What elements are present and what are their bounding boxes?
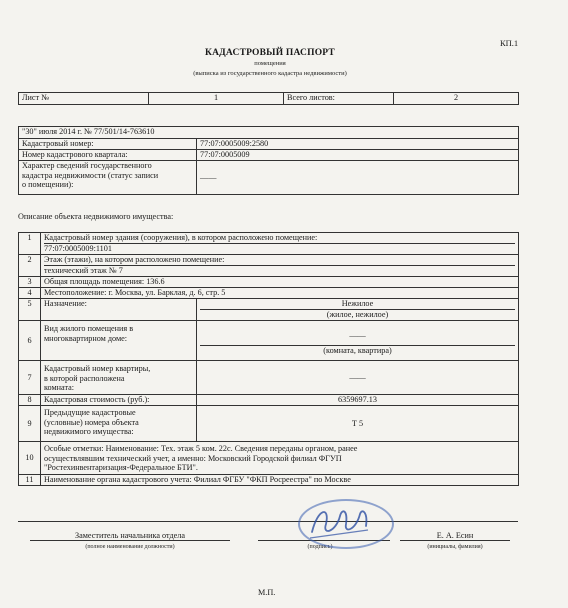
floor-info	[41, 255, 519, 277]
row-value: ——	[200, 321, 515, 346]
row-label: Этаж (этажи), на котором расположено помещение:	[44, 255, 515, 266]
registration-authority: Наименование органа кадастрового учета: Филиал ФГБУ "ФКП Росреестра" по Москве	[41, 475, 519, 486]
row-number: 6	[19, 321, 41, 361]
row-value: Нежилое	[200, 299, 515, 310]
notes-line: "Ростехинвентаризация-Федеральное БТИ".	[44, 463, 198, 473]
notes-line: Особые отметки: Наименование: Тех. этаж 5 ком. 22с. Сведения переданы органом, ранее	[44, 444, 358, 453]
name-hint: (инициалы, фамилия)	[427, 544, 483, 550]
record-status-label-line: кадастра недвижимости (статус записи	[22, 170, 159, 180]
row-number: 10	[19, 442, 41, 475]
signature-top-rule	[18, 521, 518, 522]
location: Местоположение: г. Москва, ул. Барклая, д. 6, стр. 5	[41, 288, 519, 299]
document-title: КАДАСТРОВЫЙ ПАСПОРТ	[205, 48, 335, 58]
special-notes	[41, 442, 519, 475]
previous-numbers-value: Т 5	[197, 406, 519, 442]
row-number: 2	[19, 255, 41, 277]
description-heading: Описание объекта недвижимого имущества:	[18, 212, 174, 221]
purpose-value	[197, 299, 519, 321]
row-label: (условные) номера объекта	[44, 417, 139, 427]
row-hint: (комната, квартира)	[323, 346, 392, 355]
form-code: КП.1	[500, 38, 519, 48]
row-label: Кадастровый номер квартиры,	[44, 364, 151, 373]
total-area: Общая площадь помещения: 136.6	[41, 277, 519, 288]
total-sheets-value: 2	[394, 93, 519, 105]
info-table	[18, 126, 519, 195]
row-number: 11	[19, 475, 41, 486]
record-status-label	[19, 161, 197, 195]
date-line: "30" июля 2014 г. № 77/501/14-763610	[19, 127, 519, 139]
record-status-dash: ——	[200, 172, 217, 182]
signature-hint: (подпись)	[307, 544, 333, 550]
row-label: в которой расположена	[44, 373, 125, 383]
row-label: комната:	[44, 383, 75, 393]
sheet-label: Лист №	[19, 93, 149, 105]
seal-place-label: М.П.	[258, 588, 276, 597]
row-label: Предыдущие кадастровые	[44, 408, 136, 417]
row-hint: (жилое, нежилое)	[326, 309, 389, 319]
total-sheets-label: Всего листов:	[284, 93, 394, 105]
description-table	[18, 232, 519, 486]
notes-line: осуществлявшим технический учет, а именно: Московский Городской филиал ФГУП	[44, 453, 342, 463]
cadastral-value-label: Кадастровая стоимость (руб.):	[41, 395, 197, 406]
document-subtitle-extract: (выписка из государственного кадастра недвижимости)	[193, 70, 347, 77]
cadastral-number-label: Кадастровый номер:	[19, 139, 197, 150]
signatory-position: Заместитель начальника отдела	[30, 531, 230, 541]
row-value: технический этаж № 7	[44, 265, 123, 275]
record-status-value	[197, 161, 519, 195]
previous-numbers-label	[41, 406, 197, 442]
row-number: 7	[19, 361, 41, 395]
quarter-number-label: Номер кадастрового квартала:	[19, 150, 197, 161]
purpose-label: Назначение:	[41, 299, 197, 321]
document-subtitle: помещения	[254, 60, 286, 67]
sheet-value: 1	[149, 93, 284, 105]
row-label: Кадастровый номер здания (сооружения), в котором расположено помещение:	[44, 233, 515, 244]
apartment-number-value: ——	[197, 361, 519, 395]
cadastral-value-amount: 6359697.13	[197, 395, 519, 406]
row-number: 3	[19, 277, 41, 288]
residential-type-value	[197, 321, 519, 361]
building-cadastral-number	[41, 233, 519, 255]
sheet-table	[18, 92, 519, 105]
record-status-label-line: Характер сведений государственного	[22, 161, 152, 170]
row-number: 5	[19, 299, 41, 321]
row-number: 8	[19, 395, 41, 406]
record-status-label-line: о помещении):	[22, 180, 74, 190]
quarter-number-value: 77:07:0005009	[197, 150, 519, 161]
residential-type-label	[41, 321, 197, 361]
row-label: Вид жилого помещения в	[44, 324, 134, 333]
row-number: 9	[19, 406, 41, 442]
row-number: 4	[19, 288, 41, 299]
position-hint: (полное наименование должности)	[85, 544, 175, 550]
row-number: 1	[19, 233, 41, 255]
row-value: 77:07:0005009:1101	[44, 243, 112, 253]
signatory-name: Е. А. Есин	[400, 531, 510, 541]
cadastral-number-value: 77:07:0005009:2580	[197, 139, 519, 150]
row-label: недвижимого имущества:	[44, 427, 134, 437]
row-label: многоквартирном доме:	[44, 333, 128, 343]
apartment-number-label	[41, 361, 197, 395]
handwritten-signature	[308, 502, 372, 544]
